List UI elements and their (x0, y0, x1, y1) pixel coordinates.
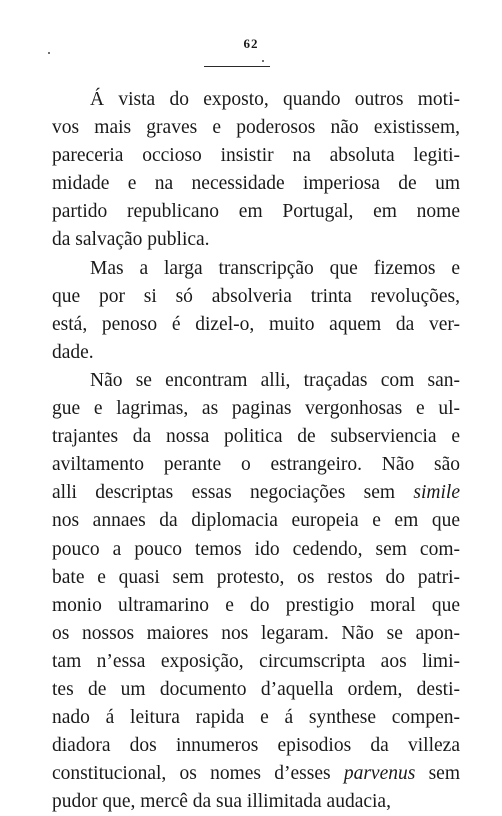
text-line (52, 620, 460, 648)
text-segment: Á vista do exposto, quando outros moti- (90, 89, 460, 110)
text-segment: Mas a larga transcripção que fizemos e (90, 257, 460, 279)
text-line (52, 395, 460, 423)
text-segment: os nossos maiores nos legaram. Não se apon- (52, 622, 460, 644)
text-line (52, 170, 460, 198)
text-line (52, 142, 460, 170)
text-segment: vos mais graves e poderosos não existissem, (52, 117, 460, 139)
text-line (52, 704, 460, 732)
text-line (52, 788, 460, 816)
text-line (52, 536, 460, 564)
text-line (52, 198, 460, 226)
text-segment: nos annaes da diplomacia europeia e em que (52, 510, 460, 532)
text-segment: partido republicano em Portugal, em nome (52, 201, 460, 223)
text-line (52, 255, 460, 283)
text-segment: aviltamento perante o estrangeiro. Não são (52, 454, 460, 476)
italic-text: parvenus (343, 763, 416, 785)
page-number: 62 (243, 36, 259, 51)
text-segment: pudor que, mercê da sua illimitada audacia, (52, 791, 391, 813)
text-segment: pouco a pouco temos ido cedendo, sem com- (52, 538, 460, 560)
text-segment: alli descriptas essas negociações sem (52, 482, 414, 504)
text-segment: está, penoso é dizel-o, muito aquem da ver- (52, 313, 460, 335)
text-line (52, 423, 460, 451)
print-speck (48, 52, 50, 54)
text-line (52, 564, 460, 592)
paragraph (52, 255, 460, 367)
italic-text: simile (413, 482, 460, 504)
text-segment: dade. (52, 341, 94, 363)
text-line (52, 311, 460, 339)
text-line (52, 226, 460, 254)
body-text (52, 86, 460, 816)
text-line (52, 648, 460, 676)
text-line (52, 114, 460, 142)
paragraph (52, 86, 460, 255)
text-segment: bate e quasi sem protesto, os restos do patri- (52, 566, 460, 588)
paragraph (52, 367, 460, 816)
text-segment: midade e na necessidade imperiosa de um (52, 173, 460, 195)
text-line (52, 592, 460, 620)
text-line (52, 283, 460, 311)
text-line (52, 479, 460, 507)
text-line (52, 507, 460, 535)
header-rule (204, 66, 270, 67)
text-line (52, 451, 460, 479)
text-line (52, 676, 460, 704)
text-line (52, 339, 460, 367)
print-speck (262, 60, 264, 62)
text-segment: trajantes da nossa politica de subserviencia e (52, 426, 460, 448)
text-segment: Não se encontram alli, traçadas com san- (90, 369, 460, 391)
text-segment: diadora dos innumeros episodios da villeza (52, 735, 460, 757)
text-segment: monio ultramarino e do prestigio moral que (52, 594, 460, 616)
text-segment: da salvação publica. (52, 229, 210, 251)
text-segment: nado á leitura rapida e á synthese compen- (52, 707, 460, 729)
text-segment: gue e lagrimas, as paginas vergonhosas e ul- (52, 398, 460, 420)
text-segment: tes de um documento d’aquella ordem, desti- (52, 678, 460, 700)
text-segment: sem (415, 763, 460, 785)
text-line (52, 86, 460, 114)
text-segment: tam n’essa exposição, circumscripta aos limi- (52, 650, 460, 672)
text-line (52, 367, 460, 395)
text-segment: que por si só absolveria trinta revoluções, (52, 285, 460, 307)
text-segment: pareceria occioso insistir na absoluta legiti- (52, 145, 460, 167)
text-line (52, 760, 460, 788)
text-line (52, 732, 460, 760)
text-segment: constitucional, os nomes d’esses (52, 763, 344, 785)
